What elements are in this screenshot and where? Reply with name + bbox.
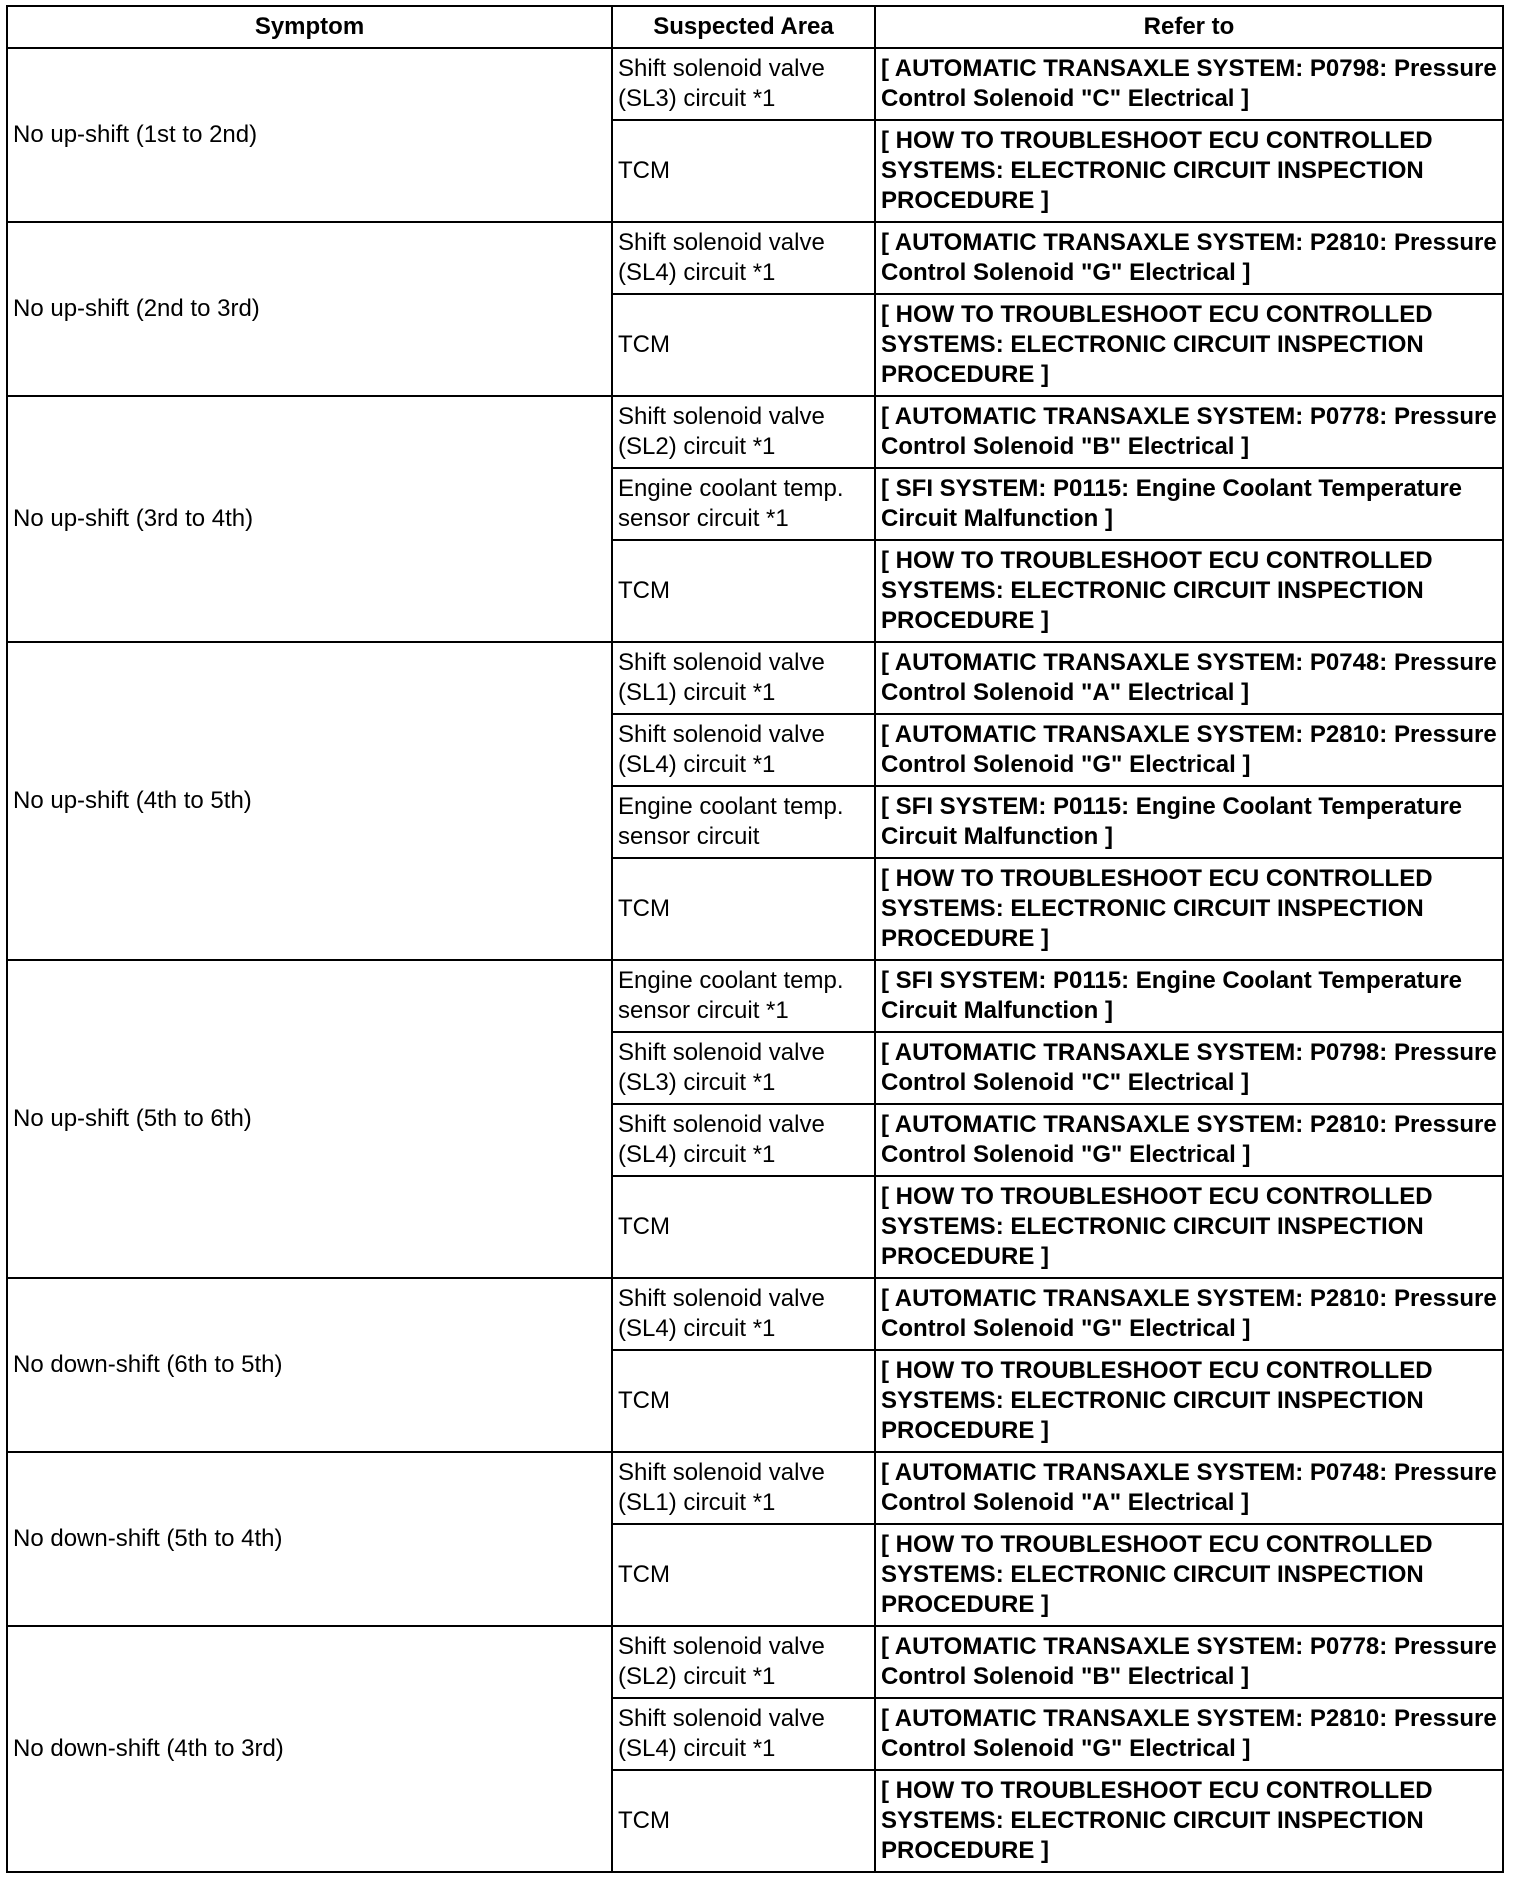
header-refer-to: Refer to (875, 6, 1503, 48)
table-row (7, 396, 1503, 468)
symptom-cell: No down-shift (6th to 5th) (7, 1278, 612, 1452)
suspected-area-cell: TCM (612, 294, 875, 396)
suspected-area-cell: Shift solenoid valve (SL4) circuit *1 (612, 1278, 875, 1350)
refer-to-link[interactable]: [ AUTOMATIC TRANSAXLE SYSTEM: P0798: Pressure Control Solenoid "C" Electrical ] (875, 48, 1503, 120)
symptom-cell: No up-shift (2nd to 3rd) (7, 222, 612, 396)
refer-to-link[interactable]: [ HOW TO TROUBLESHOOT ECU CONTROLLED SYSTEMS: ELECTRONIC CIRCUIT INSPECTION PROCEDURE ] (875, 858, 1503, 960)
table-row (7, 222, 1503, 294)
suspected-area-cell: Shift solenoid valve (SL2) circuit *1 (612, 1626, 875, 1698)
symptom-cell: No down-shift (4th to 3rd) (7, 1626, 612, 1872)
suspected-area-cell: Shift solenoid valve (SL1) circuit *1 (612, 642, 875, 714)
refer-to-link[interactable]: [ SFI SYSTEM: P0115: Engine Coolant Temperature Circuit Malfunction ] (875, 786, 1503, 858)
table-row (7, 642, 1503, 714)
refer-to-link[interactable]: [ HOW TO TROUBLESHOOT ECU CONTROLLED SYSTEMS: ELECTRONIC CIRCUIT INSPECTION PROCEDURE ] (875, 1350, 1503, 1452)
symptom-cell: No up-shift (5th to 6th) (7, 960, 612, 1278)
symptom-cell: No up-shift (3rd to 4th) (7, 396, 612, 642)
refer-to-link[interactable]: [ AUTOMATIC TRANSAXLE SYSTEM: P0748: Pressure Control Solenoid "A" Electrical ] (875, 642, 1503, 714)
refer-to-link[interactable]: [ HOW TO TROUBLESHOOT ECU CONTROLLED SYSTEMS: ELECTRONIC CIRCUIT INSPECTION PROCEDURE ] (875, 294, 1503, 396)
table-body (7, 48, 1503, 1872)
suspected-area-cell: TCM (612, 1176, 875, 1278)
suspected-area-cell: Shift solenoid valve (SL4) circuit *1 (612, 1104, 875, 1176)
suspected-area-cell: Shift solenoid valve (SL3) circuit *1 (612, 1032, 875, 1104)
header-symptom: Symptom (7, 6, 612, 48)
refer-to-link[interactable]: [ SFI SYSTEM: P0115: Engine Coolant Temperature Circuit Malfunction ] (875, 468, 1503, 540)
refer-to-link[interactable]: [ SFI SYSTEM: P0115: Engine Coolant Temperature Circuit Malfunction ] (875, 960, 1503, 1032)
suspected-area-cell: Shift solenoid valve (SL1) circuit *1 (612, 1452, 875, 1524)
suspected-area-cell: TCM (612, 1770, 875, 1872)
table-row (7, 960, 1503, 1032)
suspected-area-cell: Shift solenoid valve (SL4) circuit *1 (612, 714, 875, 786)
refer-to-link[interactable]: [ HOW TO TROUBLESHOOT ECU CONTROLLED SYSTEMS: ELECTRONIC CIRCUIT INSPECTION PROCEDURE ] (875, 120, 1503, 222)
symptom-cell: No down-shift (5th to 4th) (7, 1452, 612, 1626)
suspected-area-cell: Engine coolant temp. sensor circuit (612, 786, 875, 858)
suspected-area-cell: Shift solenoid valve (SL2) circuit *1 (612, 396, 875, 468)
suspected-area-cell: Engine coolant temp. sensor circuit *1 (612, 960, 875, 1032)
suspected-area-cell: TCM (612, 858, 875, 960)
refer-to-link[interactable]: [ HOW TO TROUBLESHOOT ECU CONTROLLED SYSTEMS: ELECTRONIC CIRCUIT INSPECTION PROCEDURE ] (875, 1176, 1503, 1278)
symptom-cell: No up-shift (4th to 5th) (7, 642, 612, 960)
table-row (7, 1626, 1503, 1698)
suspected-area-cell: TCM (612, 540, 875, 642)
symptom-cell: No up-shift (1st to 2nd) (7, 48, 612, 222)
table-row (7, 1452, 1503, 1524)
suspected-area-cell: TCM (612, 1350, 875, 1452)
header-suspected-area: Suspected Area (612, 6, 875, 48)
refer-to-link[interactable]: [ HOW TO TROUBLESHOOT ECU CONTROLLED SYSTEMS: ELECTRONIC CIRCUIT INSPECTION PROCEDURE ] (875, 540, 1503, 642)
suspected-area-cell: Engine coolant temp. sensor circuit *1 (612, 468, 875, 540)
refer-to-link[interactable]: [ AUTOMATIC TRANSAXLE SYSTEM: P2810: Pressure Control Solenoid "G" Electrical ] (875, 1698, 1503, 1770)
suspected-area-cell: TCM (612, 120, 875, 222)
refer-to-link[interactable]: [ HOW TO TROUBLESHOOT ECU CONTROLLED SYSTEMS: ELECTRONIC CIRCUIT INSPECTION PROCEDURE ] (875, 1770, 1503, 1872)
table-header (7, 6, 1503, 48)
table-row (7, 48, 1503, 120)
header-row (7, 6, 1503, 48)
suspected-area-cell: TCM (612, 1524, 875, 1626)
suspected-area-cell: Shift solenoid valve (SL3) circuit *1 (612, 48, 875, 120)
refer-to-link[interactable]: [ AUTOMATIC TRANSAXLE SYSTEM: P2810: Pressure Control Solenoid "G" Electrical ] (875, 1104, 1503, 1176)
refer-to-link[interactable]: [ AUTOMATIC TRANSAXLE SYSTEM: P2810: Pressure Control Solenoid "G" Electrical ] (875, 222, 1503, 294)
refer-to-link[interactable]: [ AUTOMATIC TRANSAXLE SYSTEM: P0778: Pressure Control Solenoid "B" Electrical ] (875, 396, 1503, 468)
refer-to-link[interactable]: [ AUTOMATIC TRANSAXLE SYSTEM: P0748: Pressure Control Solenoid "A" Electrical ] (875, 1452, 1503, 1524)
refer-to-link[interactable]: [ AUTOMATIC TRANSAXLE SYSTEM: P0798: Pressure Control Solenoid "C" Electrical ] (875, 1032, 1503, 1104)
table-row (7, 1278, 1503, 1350)
suspected-area-cell: Shift solenoid valve (SL4) circuit *1 (612, 1698, 875, 1770)
refer-to-link[interactable]: [ AUTOMATIC TRANSAXLE SYSTEM: P2810: Pressure Control Solenoid "G" Electrical ] (875, 1278, 1503, 1350)
refer-to-link[interactable]: [ AUTOMATIC TRANSAXLE SYSTEM: P0778: Pressure Control Solenoid "B" Electrical ] (875, 1626, 1503, 1698)
refer-to-link[interactable]: [ HOW TO TROUBLESHOOT ECU CONTROLLED SYSTEMS: ELECTRONIC CIRCUIT INSPECTION PROCEDURE ] (875, 1524, 1503, 1626)
suspected-area-cell: Shift solenoid valve (SL4) circuit *1 (612, 222, 875, 294)
diagnosis-table (6, 5, 1504, 1873)
refer-to-link[interactable]: [ AUTOMATIC TRANSAXLE SYSTEM: P2810: Pressure Control Solenoid "G" Electrical ] (875, 714, 1503, 786)
